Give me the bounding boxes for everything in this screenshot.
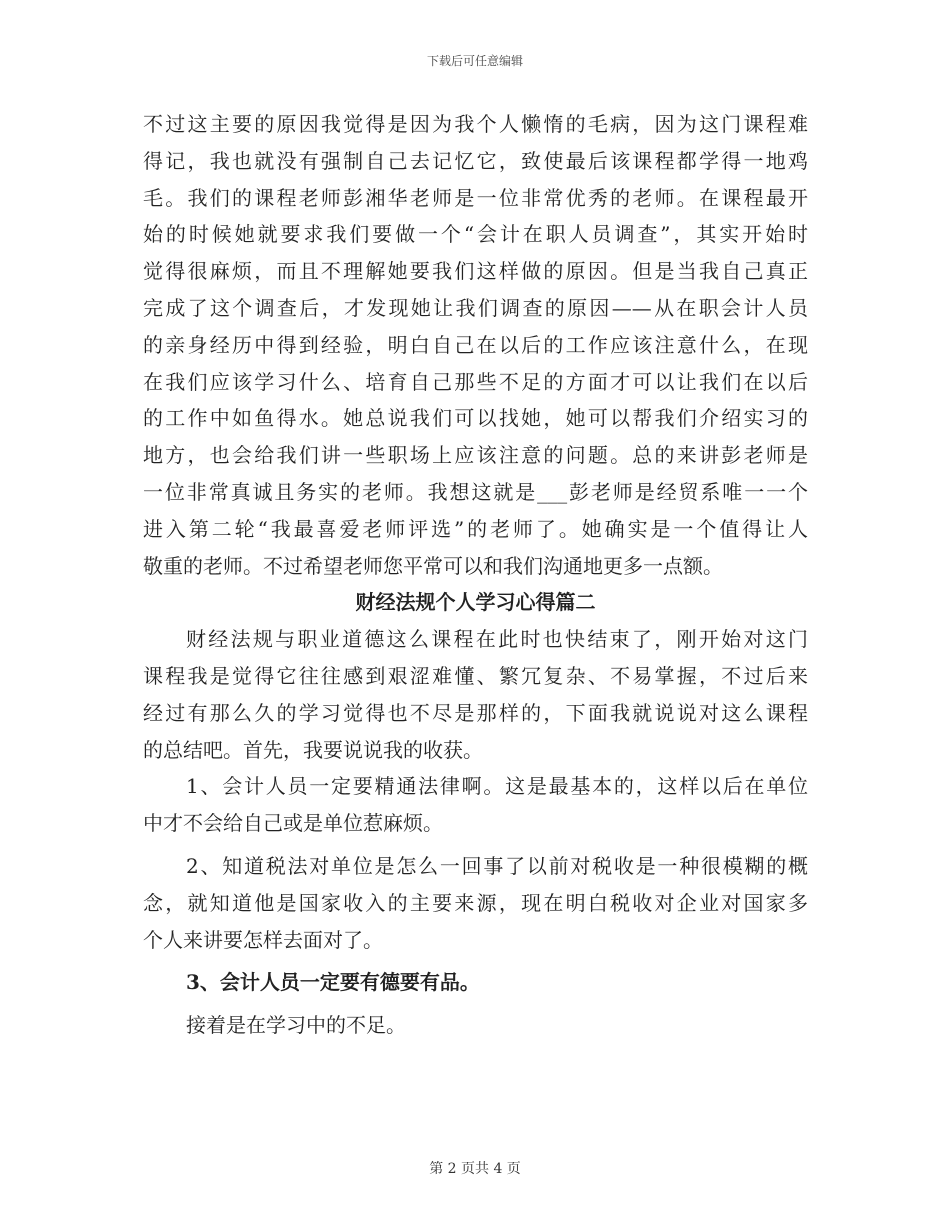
text-line: 经过有那么久的学习觉得也不尽是那样的，下面我就说说对这么课程	[143, 700, 808, 725]
text-line: 一位非常真诚且务实的老师。我想这就是___彭老师是经贸系唯一一个	[143, 479, 808, 504]
page-footer: 第 2 页共 4 页	[429, 1161, 521, 1177]
text-line: 2、知道税法对单位是怎么一回事了以前对税收是一种很模糊的概	[186, 853, 808, 878]
text-line: 进入第二轮“我最喜爱老师评选”的老师了。她确实是一个值得让人	[143, 516, 808, 541]
text-line: 敬重的老师。不过希望老师您平常可以和我们沟通地更多一点额。	[143, 553, 723, 578]
text-line: 财经法规与职业道德这么课程在此时也快结束了，刚开始对这门	[186, 627, 808, 652]
text-line: 得记，我也就没有强制自己去记忆它，致使最后该课程都学得一地鸡	[143, 148, 808, 173]
text-line: 中才不会给自己或是单位惹麻烦。	[143, 811, 443, 836]
text-line: 念，就知道他是国家收入的主要来源，现在明白税收对企业对国家多	[143, 890, 808, 915]
document-body	[143, 106, 808, 1044]
text-line: 觉得很麻烦，而且不理解她要我们这样做的原因。但是当我自己真正	[143, 259, 808, 284]
text-line: 不过这主要的原因我觉得是因为我个人懒惰的毛病，因为这门课程难	[143, 112, 808, 136]
text-line: 3、会计人员一定要有德要有品。	[186, 970, 480, 995]
text-line: 的亲身经历中得到经验，明白自己在以后的工作应该注意什么，在现	[143, 332, 808, 357]
text-line: 1、会计人员一定要精通法律啊。这是最基本的，这样以后在单位	[186, 774, 808, 799]
text-line: 始的时候她就要求我们要做一个“会计在职人员调查”，其实开始时	[143, 222, 808, 247]
text-line: 课程我是觉得它往往感到艰涩难懂、繁冗复杂、不易掌握，不过后来	[143, 663, 808, 688]
text-line: 毛。我们的课程老师彭湘华老师是一位非常优秀的老师。在课程最开	[143, 185, 808, 210]
text-line: 的工作中如鱼得水。她总说我们可以找她，她可以帮我们介绍实习的	[143, 406, 808, 431]
page-header: 下载后可任意编辑	[426, 54, 523, 68]
text-line: 地方，也会给我们讲一些职场上应该注意的问题。总的来讲彭老师是	[143, 443, 808, 468]
section-heading: 财经法规个人学习心得篇二	[355, 590, 596, 615]
text-line: 个人来讲要怎样去面对了。	[143, 927, 383, 952]
text-line: 完成了这个调查后，才发现她让我们调查的原因——从在职会计人员	[143, 295, 808, 320]
text-line: 在我们应该学习什么、培育自己那些不足的方面才可以让我们在以后	[143, 369, 808, 394]
text-line: 的总结吧。首先，我要说说我的收获。	[143, 737, 483, 762]
text-line: 接着是在学习中的不足。	[186, 1013, 406, 1038]
